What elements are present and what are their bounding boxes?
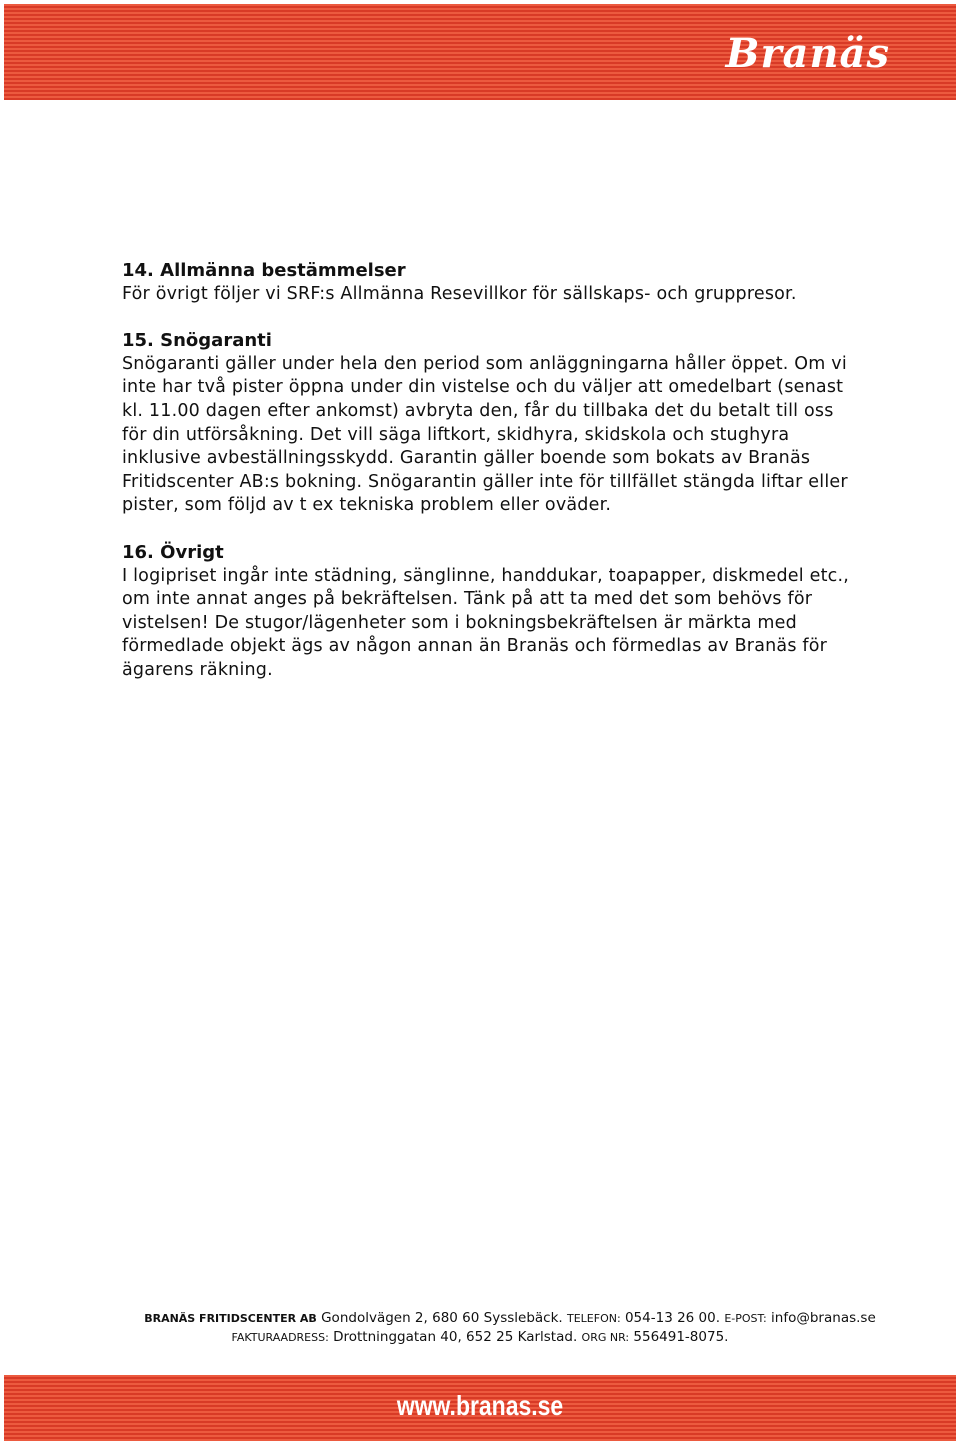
branas-logo: Branäs (725, 30, 890, 77)
section-14 (122, 259, 852, 306)
section-heading: 14. Allmänna bestämmelser (122, 260, 406, 281)
billing-address: Drottninggatan 40, 652 25 Karlstad. (333, 1329, 578, 1345)
section-text: Snögaranti gäller under hela den period som anläggningarna håller öppet. Om vi inte har två pister öppna under din vistelse och du väljer att omedelbart (senast kl. 11.00 dagen efter ankomst) avbryta den, får du tillbaka det du betalt till oss för din utförsåkning. Det vill säga liftkort, skidhyra, skidskola och stughyra inklusive avbeställningsskydd. Garantin gäller boende som bokats av Branäs Fritidscenter AB:s bokning. Snögarantin gäller inte för tillfället stängda liftar eller pister, som följd av t ex tekniska problem eller oväder. (122, 353, 848, 516)
phone-number: 054-13 26 00. (624, 1310, 721, 1326)
phone-label: TELEFON: (567, 1312, 621, 1325)
footer-line-1 (0, 1309, 960, 1328)
footer-band (4, 1375, 956, 1441)
section-heading: 15. Snögaranti (122, 330, 272, 352)
company-footer (0, 1309, 960, 1347)
footer-line-2 (0, 1328, 960, 1347)
section-text: I logipriset ingår inte städning, sänglinne, handdukar, toapapper, diskmedel etc., om inte annat anges på bekräftelsen. Tänk på att ta med det som behövs för vistelsen! De stugor/lägenheter som i bokningsbekräftelsen är märkta med förmedlade objekt ägs av någon annan än Branäs och förmedlas av Branäs för ägarens räkning. (122, 565, 849, 680)
company-address: Gondolvägen 2, 680 60 Sysslebäck. (321, 1310, 563, 1326)
email-label: E-POST: (724, 1312, 767, 1325)
section-text: För övrigt följer vi SRF:s Allmänna Resevillkor för sällskaps- och gruppresor. (122, 283, 797, 304)
document-body (122, 259, 852, 706)
header-band (4, 4, 956, 100)
billing-label: FAKTURAADRESS: (231, 1331, 329, 1344)
org-label: ORG NR: (581, 1331, 630, 1344)
company-name: BRANÄS FRITIDSCENTER AB (144, 1312, 317, 1325)
email-address[interactable]: info@branas.se (771, 1310, 876, 1326)
section-15 (122, 329, 852, 518)
org-number: 556491-8075. (633, 1329, 729, 1345)
section-16 (122, 541, 852, 683)
website-link[interactable]: www.branas.se (396, 1390, 564, 1421)
section-heading: 16. Övrigt (122, 541, 224, 563)
